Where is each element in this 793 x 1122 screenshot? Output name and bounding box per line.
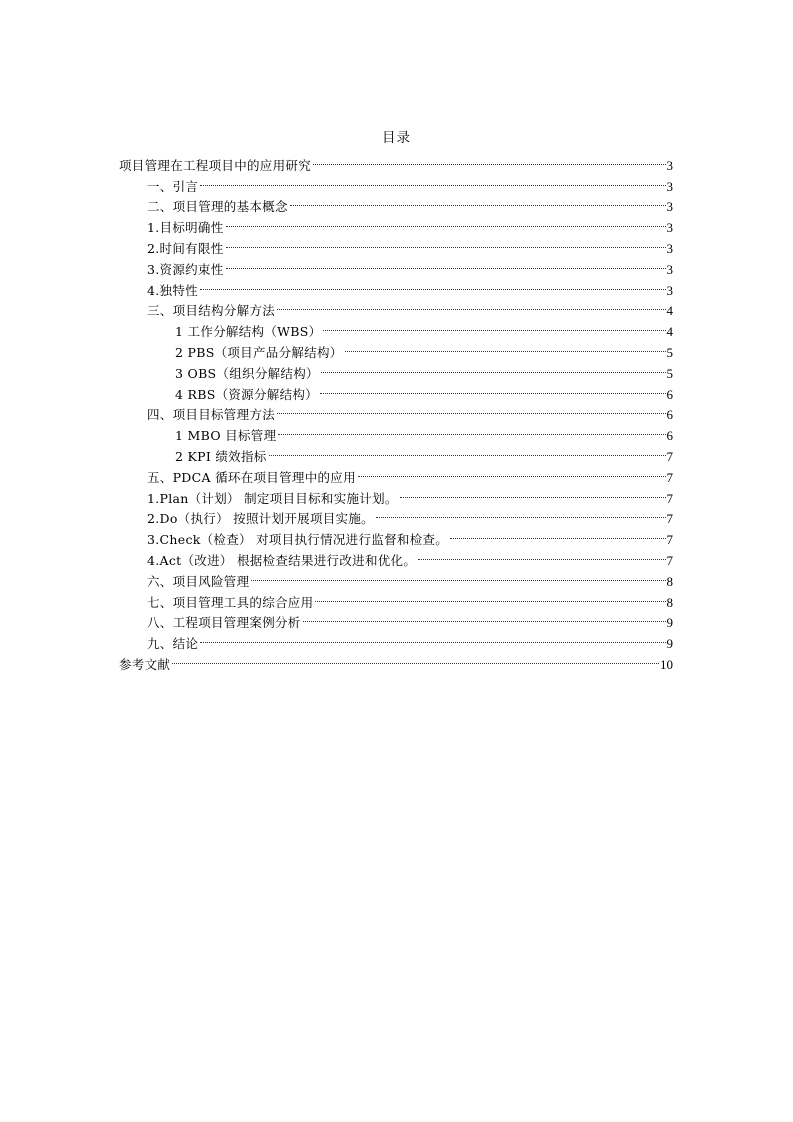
toc-entry-label: 1.目标明确性 [147, 220, 224, 236]
toc-entry-label: 项目管理在工程项目中的应用研究 [119, 157, 312, 173]
toc-dot-leader [400, 482, 666, 503]
toc-entry-page: 10 [660, 656, 673, 672]
toc-entry-page: 8 [666, 573, 673, 589]
toc-dot-leader [418, 544, 665, 565]
toc-entry-page: 3 [666, 199, 673, 215]
toc-entry-label: 1 MBO 目标管理 [175, 428, 277, 444]
toc-entry-page: 7 [666, 552, 673, 568]
toc-entry-label: 八、工程项目管理案例分析 [147, 615, 301, 631]
toc-dot-leader [303, 607, 666, 628]
table-of-contents [119, 149, 673, 672]
toc-entry-label: 五、PDCA 循环在项目管理中的应用 [147, 469, 356, 485]
toc-entry-label: 二、项目管理的基本概念 [147, 199, 288, 215]
toc-entry-label: 2.Do（执行） 按照计划开展项目实施。 [147, 511, 374, 527]
toc-dot-leader [321, 357, 666, 378]
toc-entry-page: 6 [666, 386, 673, 402]
toc-entry-label: 4.独特性 [147, 282, 198, 298]
toc-dot-leader [320, 378, 666, 399]
toc-entry-label: 3.Check（检查） 对项目执行情况进行监督和检查。 [147, 532, 449, 548]
toc-dot-leader [200, 627, 665, 648]
toc-dot-leader [269, 440, 666, 461]
toc-entry-label: 四、项目目标管理方法 [147, 407, 276, 423]
toc-dot-leader [290, 191, 666, 212]
toc-dot-leader [172, 648, 659, 669]
toc-dot-leader [345, 336, 666, 357]
toc-entry-page: 5 [666, 344, 673, 360]
toc-entry-page: 7 [666, 532, 673, 548]
toc-entry-label: 2 KPI 绩效指标 [175, 448, 267, 464]
toc-entry[interactable] [119, 295, 673, 319]
toc-entry-label: 4.Act（改进） 根据检查结果进行改进和优化。 [147, 552, 417, 568]
toc-entry-page: 3 [666, 157, 673, 173]
toc-entry[interactable] [119, 191, 673, 215]
toc-entry-label: 六、项目风险管理 [147, 573, 250, 589]
toc-dot-leader [358, 461, 666, 482]
toc-entry[interactable] [119, 274, 673, 298]
toc-dot-leader [450, 523, 665, 544]
toc-entry-page: 9 [666, 636, 673, 652]
toc-entry-page: 3 [666, 282, 673, 298]
toc-entry-label: 3 OBS（组织分解结构） [175, 365, 319, 381]
toc-dot-leader [200, 274, 666, 295]
toc-entry-page: 3 [666, 220, 673, 236]
toc-entry-label: 2 PBS（项目产品分解结构） [175, 344, 343, 360]
toc-entry-page: 3 [666, 240, 673, 256]
toc-dot-leader [226, 211, 666, 232]
toc-dot-leader [200, 170, 665, 191]
toc-entry-label: 九、结论 [147, 636, 199, 652]
toc-entry-page: 7 [666, 469, 673, 485]
toc-entry-label: 2.时间有限性 [147, 240, 224, 256]
toc-entry-page: 9 [666, 615, 673, 631]
toc-entry-page: 6 [666, 407, 673, 423]
toc-entry[interactable] [119, 627, 673, 652]
toc-entry-label: 3.资源约束性 [147, 261, 224, 277]
toc-dot-leader [315, 586, 665, 607]
toc-entry[interactable] [119, 170, 673, 194]
toc-title: 目录 [382, 130, 411, 146]
toc-entry-page: 4 [666, 324, 673, 340]
toc-entry-label: 1.Plan（计划） 制定项目目标和实施计划。 [147, 490, 398, 506]
toc-dot-leader [323, 315, 665, 336]
toc-dot-leader [278, 419, 665, 440]
toc-entry-page: 4 [666, 303, 673, 319]
toc-entry-label: 一、引言 [147, 178, 199, 194]
toc-entry[interactable] [119, 149, 673, 173]
toc-dot-leader [226, 253, 666, 274]
toc-entry-label: 4 RBS（资源分解结构） [175, 386, 318, 402]
toc-dot-leader [251, 565, 665, 586]
toc-entry[interactable] [119, 648, 673, 672]
toc-entry-page: 7 [666, 511, 673, 527]
toc-dot-leader [277, 295, 665, 316]
toc-entry-page: 3 [666, 178, 673, 194]
toc-dot-leader [226, 232, 666, 253]
toc-dot-leader [313, 149, 665, 170]
toc-entry-page: 8 [666, 594, 673, 610]
toc-entry-page: 6 [666, 428, 673, 444]
toc-entry-page: 3 [666, 261, 673, 277]
toc-entry-label: 参考文献 [119, 656, 171, 672]
toc-dot-leader [277, 399, 665, 420]
toc-entry-page: 5 [666, 365, 673, 381]
toc-dot-leader [376, 503, 666, 524]
toc-entry-label: 三、项目结构分解方法 [147, 303, 276, 319]
toc-entry-label: 七、项目管理工具的综合应用 [147, 594, 314, 610]
toc-entry-label: 1 工作分解结构（WBS） [175, 324, 322, 340]
toc-entry-page: 7 [666, 490, 673, 506]
toc-entry-page: 7 [666, 448, 673, 464]
